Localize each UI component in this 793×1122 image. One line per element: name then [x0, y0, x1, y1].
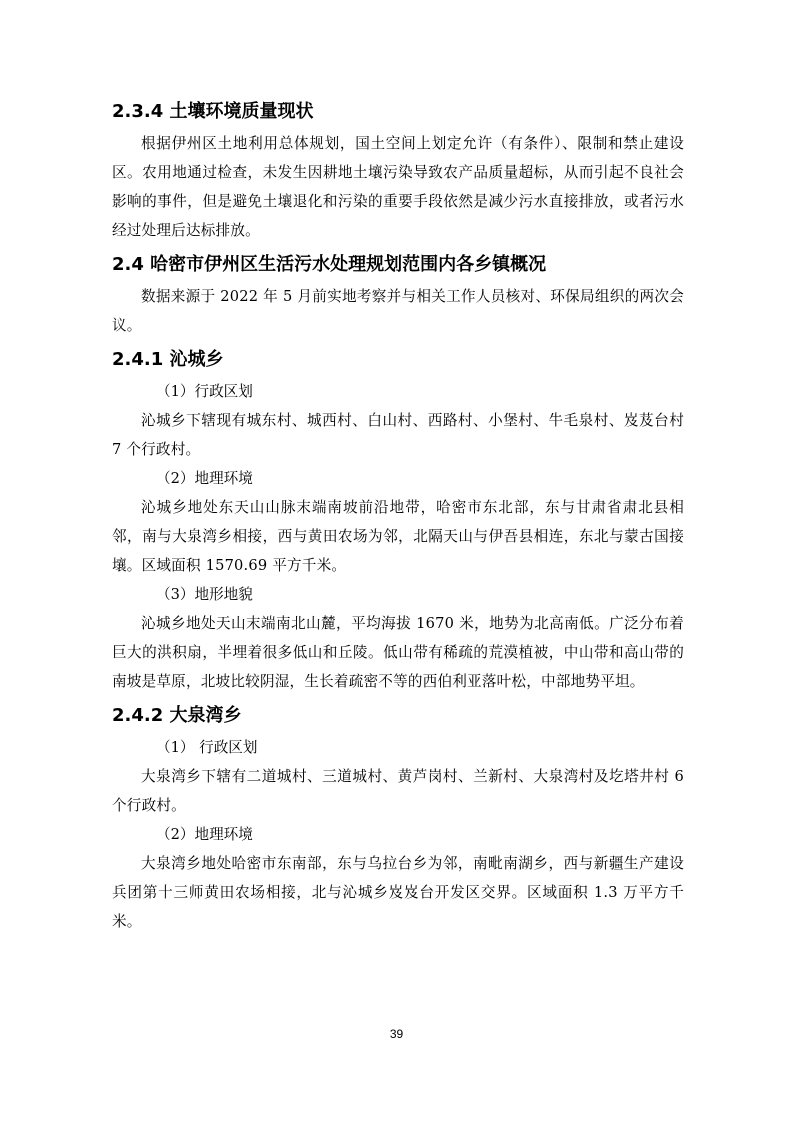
- page-content: [112, 92, 684, 936]
- heading-2-3-4: 2.3.4 土壤环境质量现状: [112, 101, 314, 122]
- paragraph-qincheng-geography: 沁城乡地处东天山山脉末端南坡前沿地带，哈密市东北部，东与甘肃省肃北县相邻，南与大泉湾乡相接，西与黄田农场为邻，北隔天山与伊吾县相连，东北与蒙古国接壤。区域面积 1570.69 平方千米。: [112, 499, 684, 574]
- paragraph-soil-quality: 根据伊州区土地利用总体规划，国土空间上划定允许（有条件）、限制和禁止建设区。农用地通过检查，未发生因耕地土壤污染导致农产品质量超标，从而引起不良社会影响的事件，但是避免土壤退化和污染的重要手段依然是减少污水直接排放，或者污水经过处理后达标排放。: [112, 135, 684, 239]
- paragraph-qincheng-villages: 沁城乡下辖现有城东村、城西村、白山村、西路村、小堡村、牛毛泉村、岌芨台村 7 个行政村。: [112, 412, 684, 458]
- paragraph-data-source: 数据来源于 2022 年 5 月前实地考察并与相关工作人员核对、环保局组织的两次会议。: [112, 288, 684, 334]
- heading-2-4-1: 2.4.1 沁城乡: [112, 349, 224, 370]
- paragraph-qincheng-terrain: 沁城乡地处天山末端南北山麓，平均海拔 1670 米，地势为北高南低。广泛分布着巨大的洪积扇，半埋着很多低山和丘陵。低山带有稀疏的荒漠植被，中山带和高山带的南坡是草原，北坡比较阴湿，生长着疏密不等的西伯利亚落叶松，中部地势平坦。: [112, 615, 684, 690]
- paragraph-daquanwan-villages: 大泉湾乡下辖有二道城村、三道城村、黄芦岗村、兰新村、大泉湾村及圪塔井村 6 个行政村。: [112, 768, 684, 814]
- page-number: 39: [389, 1027, 404, 1041]
- item-geography: （2）地理环境: [156, 826, 253, 843]
- item-terrain: （3）地形地貌: [156, 586, 253, 603]
- heading-2-4: 2.4 哈密市伊州区生活污水处理规划范围内各乡镇概况: [112, 254, 547, 275]
- item-administrative-division: （1）行政区划: [156, 383, 253, 400]
- heading-2-4-2: 2.4.2 大泉湾乡: [112, 705, 242, 726]
- item-administrative-division: （1） 行政区划: [156, 739, 258, 756]
- paragraph-daquanwan-geography: 大泉湾乡地处哈密市东南部，东与乌拉台乡为邻，南毗南湖乡，西与新疆生产建设兵团第十三师黄田农场相接，北与沁城乡岌岌台开发区交界。区域面积 1.3 万平方千米。: [112, 855, 684, 930]
- item-geography: （2）地理环境: [156, 470, 253, 487]
